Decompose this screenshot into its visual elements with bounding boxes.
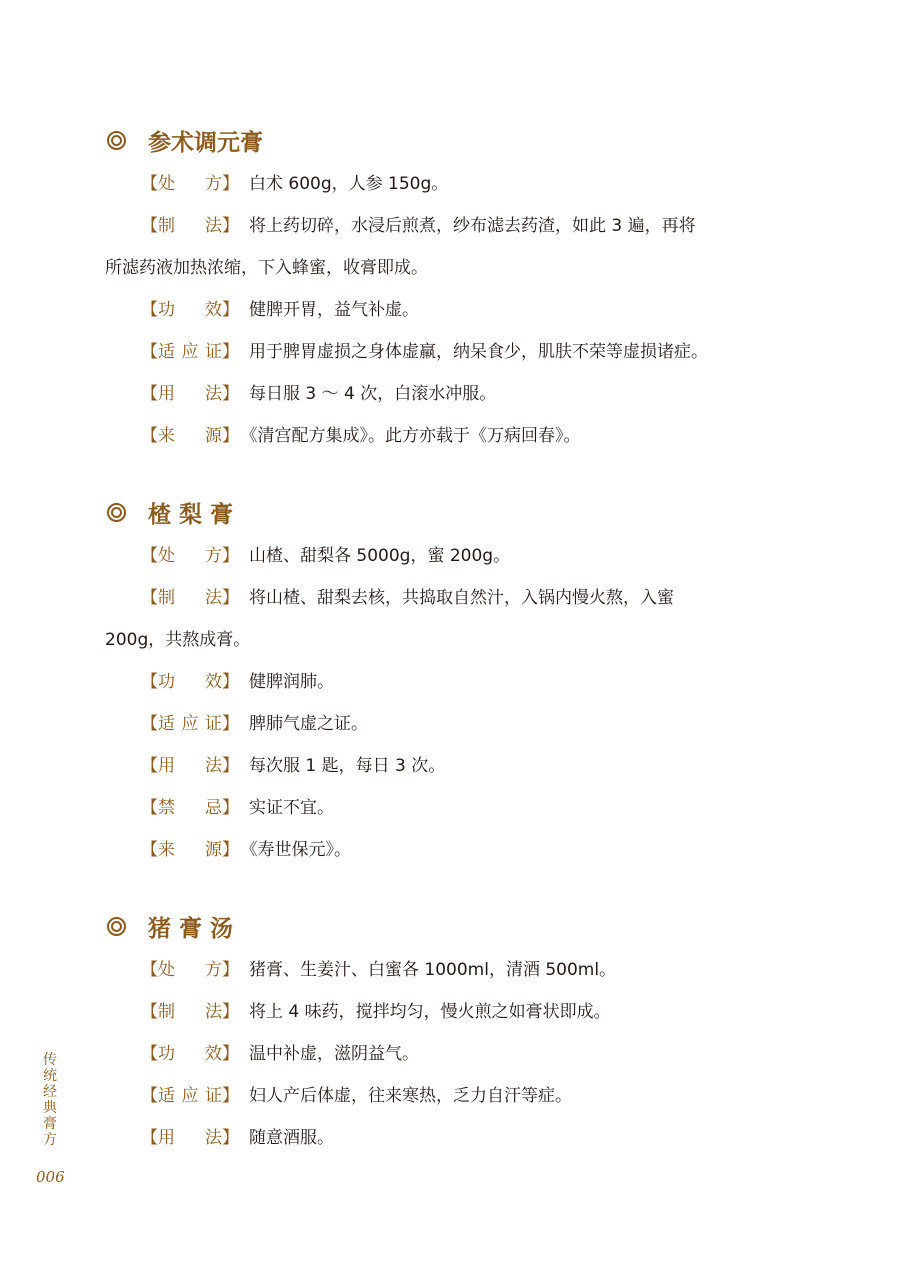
entry-label: 用 法: [158, 384, 222, 404]
entry-text: 用于脾胃虚损之身体虚羸，纳呆食少，肌肤不荣等虚损诸症。: [249, 342, 708, 362]
entry-source: 【来 源】 《清宫配方集成》。此方亦载于《万病回春》。: [105, 415, 795, 457]
entry-usage: 【用 法】 每日服 3 ～ 4 次，白滚水冲服。: [105, 373, 795, 415]
recipe-section: [105, 120, 795, 457]
entry-text: 随意酒服。: [249, 1128, 334, 1148]
entry-usage: 【用 法】 每次服 1 匙，每日 3 次。: [105, 745, 795, 787]
entry-label: 处 方: [158, 960, 222, 980]
entry-preparation: 【制 法】 将上药切碎，水浸后煎煮，纱布滤去药渣，如此 3 遍，再将: [105, 205, 795, 247]
recipe-section: [105, 492, 795, 871]
entry-label: 功 效: [158, 672, 222, 692]
entry-indication: 【适应证】 用于脾胃虚损之身体虚羸，纳呆食少，肌肤不荣等虚损诸症。: [105, 331, 795, 373]
entry-label: 用 法: [158, 756, 222, 776]
entry-indication: 【适应证】 妇人产后体虚，往来寒热，乏力自汗等症。: [105, 1075, 795, 1117]
entry-preparation: 【制 法】 将山楂、甜梨去核，共捣取自然汁，入锅内慢火熬，入蜜: [105, 577, 795, 619]
entry-label: 来 源: [158, 426, 222, 446]
entry-efficacy: 【功 效】 温中补虚，滋阴益气。: [105, 1033, 795, 1075]
entry-text: 每次服 1 匙，每日 3 次。: [249, 756, 446, 776]
entry-continuation: 200g，共熬成膏。: [105, 630, 251, 650]
entry-text: 健脾开胃，益气补虚。: [249, 300, 419, 320]
entry-label: 功 效: [158, 300, 222, 320]
entry-text: 每日服 3 ～ 4 次，白滚水冲服。: [249, 384, 497, 404]
entry-prescription: 【处 方】 猪膏、生姜汁、白蜜各 1000ml，清酒 500ml。: [105, 949, 795, 991]
section-title: 猪 膏 汤: [148, 914, 234, 942]
entry-source: 【来 源】 《寿世保元》。: [105, 829, 795, 871]
entry-label: 制 法: [158, 588, 222, 608]
entry-label: 来 源: [158, 840, 222, 860]
entry-preparation: 【制 法】 将上 4 味药，搅拌均匀，慢火煎之如膏状即成。: [105, 991, 795, 1033]
entry-prescription: 【处 方】 白术 600g，人参 150g。: [105, 163, 795, 205]
section-heading: [105, 906, 795, 946]
entry-label: 适应证: [158, 714, 222, 734]
entry-usage: 【用 法】 随意酒服。: [105, 1117, 795, 1159]
entry-text: 妇人产后体虚，往来寒热，乏力自汗等症。: [249, 1086, 572, 1106]
entry-efficacy: 【功 效】 健脾润肺。: [105, 661, 795, 703]
section-heading: [105, 120, 795, 160]
entry-label: 适应证: [158, 1086, 222, 1106]
entry-prescription: 【处 方】 山楂、甜梨各 5000g，蜜 200g。: [105, 535, 795, 577]
entry-continuation: 所滤药液加热浓缩，下入蜂蜜，收膏即成。: [105, 258, 428, 278]
entry-text: 山楂、甜梨各 5000g，蜜 200g。: [249, 546, 511, 566]
entry-label: 制 法: [158, 216, 222, 236]
entry-contraindication: 【禁 忌】 实证不宜。: [105, 787, 795, 829]
circle-bullet-icon: [107, 131, 126, 150]
entry-label: 禁 忌: [158, 798, 222, 818]
entry-label: 用 法: [158, 1128, 222, 1148]
entry-label: 处 方: [158, 174, 222, 194]
section-heading: [105, 492, 795, 532]
entry-efficacy: 【功 效】 健脾开胃，益气补虚。: [105, 289, 795, 331]
recipe-section: [105, 906, 795, 1159]
entry-label: 处 方: [158, 546, 222, 566]
circle-bullet-icon: [107, 917, 126, 936]
circle-bullet-icon: [107, 503, 126, 522]
entry-text: 猪膏、生姜汁、白蜜各 1000ml，清酒 500ml。: [249, 960, 617, 980]
entry-text: 白术 600g，人参 150g。: [249, 174, 449, 194]
entry-text: 健脾润肺。: [249, 672, 334, 692]
section-title: 参术调元膏: [148, 128, 263, 156]
entry-text: 温中补虚，滋阴益气。: [249, 1044, 419, 1064]
entry-text: 将上 4 味药，搅拌均匀，慢火煎之如膏状即成。: [249, 1002, 611, 1022]
entry-text: 实证不宜。: [249, 798, 334, 818]
entry-indication: 【适应证】 脾肺气虚之证。: [105, 703, 795, 745]
section-title: 楂 梨 膏: [148, 500, 234, 528]
entry-text: 《寿世保元》。: [249, 840, 351, 860]
entry-text: 将上药切碎，水浸后煎煮，纱布滤去药渣，如此 3 遍，再将: [249, 216, 696, 236]
entry-label: 适应证: [158, 342, 222, 362]
entry-text: 将山楂、甜梨去核，共捣取自然汁，入锅内慢火熬，入蜜: [249, 588, 674, 608]
entry-text: 脾肺气虚之证。: [249, 714, 368, 734]
page-number: 006: [36, 1168, 65, 1186]
entry-label: 制 法: [158, 1002, 222, 1022]
entry-text: 《清宫配方集成》。此方亦载于《万病回春》。: [249, 426, 581, 446]
side-running-title: 传统经典膏方: [43, 1052, 57, 1148]
entry-label: 功 效: [158, 1044, 222, 1064]
